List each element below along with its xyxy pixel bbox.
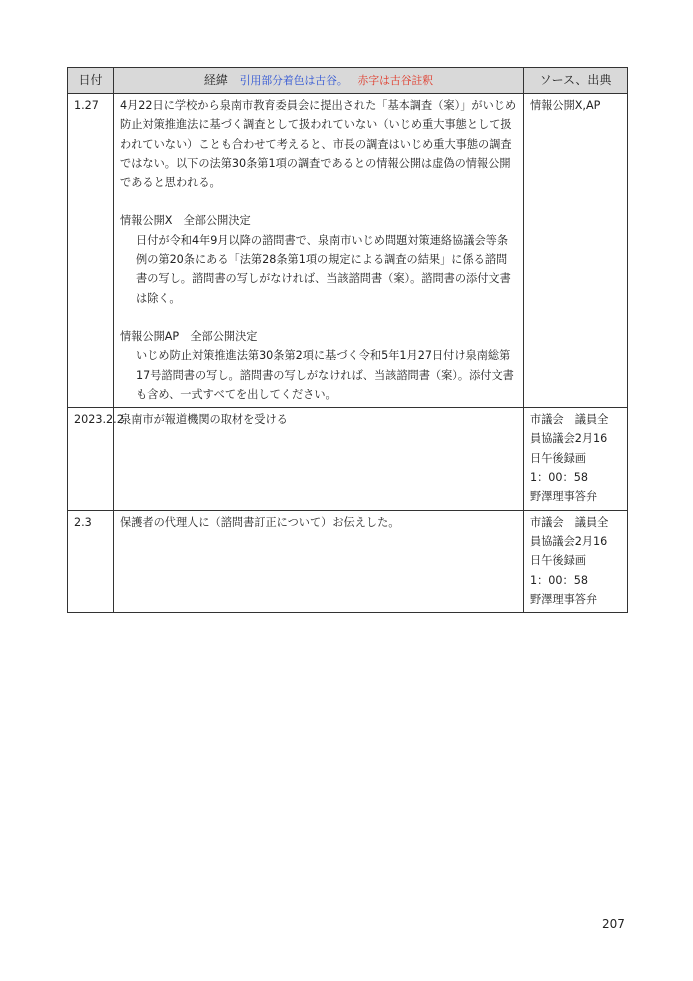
header-source: ソース、出典 <box>524 68 628 94</box>
row-course <box>114 94 524 408</box>
table-row <box>68 408 628 510</box>
header-course <box>114 68 524 94</box>
disclosure-heading: 情報公開X 全部公開決定 <box>120 214 251 228</box>
course-paragraph: 泉南市が報道機関の取材を受ける <box>120 413 288 427</box>
legend-red-note: 赤字は古谷註釈 <box>357 73 434 87</box>
source-line: 日午後録画 <box>530 451 586 465</box>
page-number: 207 <box>602 917 625 931</box>
source-line: 日午後録画 <box>530 554 586 568</box>
row-date: 2.3 <box>68 510 114 612</box>
row-source <box>524 94 628 408</box>
source-line: 員協議会2月16 <box>530 432 608 446</box>
row-date: 2023.2.2 <box>68 408 114 510</box>
table-row <box>68 510 628 612</box>
source-line: 野澤理事答弁 <box>530 592 598 606</box>
header-course-label: 経緯 <box>203 72 228 87</box>
legend-blue-note: 引用部分着色は古谷。 <box>239 73 348 87</box>
chronology-table <box>67 67 628 613</box>
row-source <box>524 408 628 510</box>
row-course <box>114 408 524 510</box>
course-paragraph: 保護者の代理人に（諮問書訂正について）お伝えした。 <box>120 515 400 529</box>
disclosure-body: 日付が令和4年9月以降の諮問書で、泉南市いじめ問題対策連絡協議会等条例の第20条にある「法第28条第1項の規定による調査の結果」に係る諮問書の写し。諮問書の写しがなければ、当該諮問書（案）。諮問書の添付文書は除く。 <box>136 233 511 305</box>
table-header-row <box>68 68 628 94</box>
source-line: 市議会 議員全 <box>530 515 609 529</box>
row-date: 1.27 <box>68 94 114 408</box>
source-line: 員協議会2月16 <box>530 534 608 548</box>
row-source <box>524 510 628 612</box>
disclosure-heading: 情報公開AP 全部公開決定 <box>120 329 258 343</box>
row-course <box>114 510 524 612</box>
source-line: 野澤理事答弁 <box>530 490 598 504</box>
table-row <box>68 94 628 408</box>
disclosure-body: いじめ防止対策推進法第30条第2項に基づく令和5年1月27日付け泉南総第17号諮問書の写し。諮問書の写しがなければ、当該諮問書（案）。添付文書も含め、一式すべてを出してください。 <box>136 349 514 401</box>
course-paragraph: 4月22日に学校から泉南市教育委員会に提出された「基本調査（案）」がいじめ防止対策推進法に基づく調査として扱われていない（いじめ重大事態として扱われていない）ことも合わせて考えると、市長の調査はいじめ重大事態の調査ではない。以下の法第30条第1項の調査であるとの情報公開は虚偽の情報公開であると思われる。 <box>120 99 517 190</box>
source-line: 情報公開X,AP <box>530 99 601 112</box>
source-line: 1：00：58 <box>530 573 588 587</box>
header-date: 日付 <box>68 68 114 94</box>
source-line: 市議会 議員全 <box>530 413 609 427</box>
source-line: 1：00：58 <box>530 471 588 485</box>
